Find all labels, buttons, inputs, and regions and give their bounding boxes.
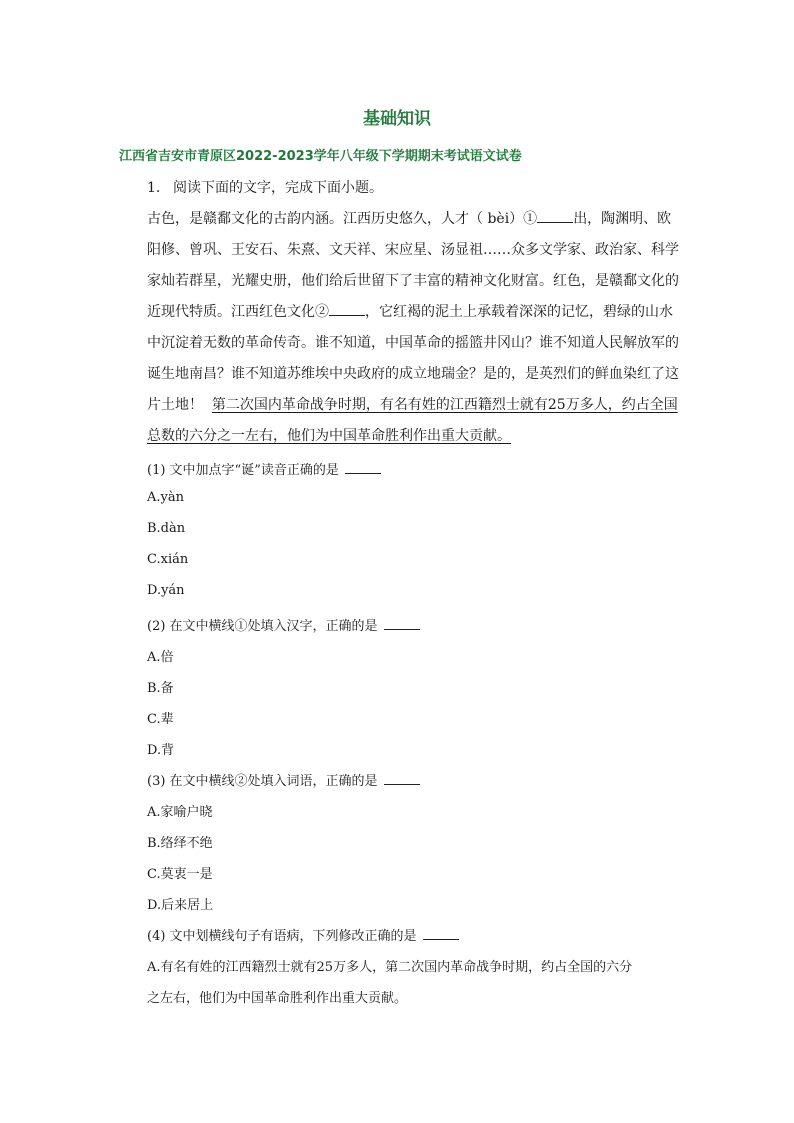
answer-blank xyxy=(345,461,381,474)
blank-2 xyxy=(329,301,365,316)
passage-line-2: 阳修、曾巩、王安石、朱熹、文天祥、宋应星、汤显祖……众多文学家、政治家、科学 xyxy=(147,242,679,258)
answer-blank xyxy=(384,617,420,630)
option-3d[interactable]: D.后来居上 xyxy=(147,898,214,913)
option-3b[interactable]: B.络绎不绝 xyxy=(147,836,213,851)
answer-blank xyxy=(423,927,459,940)
sub-question-1: (1) 文中加点字“诞”读音正确的是 xyxy=(147,459,381,478)
option-3a[interactable]: A.家喻户晓 xyxy=(147,805,213,820)
option-1c[interactable]: C.xián xyxy=(147,552,189,567)
passage-line-8: 总数的六分之一左右，他们为中国革命胜利作出重大贡献。 xyxy=(147,428,511,444)
sub-question-4: (4) 文中划横线句子有语病，下列修改正确的是 xyxy=(147,925,459,944)
page-title: 基础知识 xyxy=(363,109,431,129)
option-2d[interactable]: D.背 xyxy=(147,743,175,758)
option-1d[interactable]: D.yán xyxy=(147,583,185,598)
option-4a-line-1[interactable]: A.有名有姓的江西籍烈士就有25万多人，第二次国内革命战争时期，约占全国的六分 xyxy=(147,960,633,975)
option-2b[interactable]: B.备 xyxy=(147,681,174,696)
sub-question-2: (2) 在文中横线①处填入汉字，正确的是 xyxy=(147,615,420,634)
question-header xyxy=(147,177,383,197)
question-number: 1. xyxy=(147,180,161,196)
option-2a[interactable]: A.倍 xyxy=(147,650,174,665)
passage-line-7: 片土地！ 第二次国内革命战争时期，有名有姓的江西籍烈士就有25万多人，约占全国 xyxy=(147,397,678,413)
passage-line-4: 近现代特质。江西红色文化② ，它红褐的泥土上承载着深深的记忆，碧绿的山水 xyxy=(147,301,673,321)
option-1b[interactable]: B.dàn xyxy=(147,521,186,536)
sub-question-3: (3) 在文中横线②处填入词语，正确的是 xyxy=(147,770,420,789)
blank-1 xyxy=(537,208,573,223)
option-1a[interactable]: A.yàn xyxy=(147,490,184,505)
underlined-sentence: 第二次国内革命战争时期，有名有姓的江西籍烈士就有25万多人，约占全国 xyxy=(211,397,678,413)
passage-line-5: 中沉淀着无数的革命传奇。谁不知道，中国革命的摇篮井冈山？谁不知道人民解放军的 xyxy=(147,335,679,351)
option-4a-line-2[interactable]: 之左右，他们为中国革命胜利作出重大贡献。 xyxy=(147,991,408,1006)
passage-line-1: 古色，是赣鄱文化的古韵内涵。江西历史悠久，人才（ bèi）① 出，陶渊明、欧 xyxy=(147,208,671,228)
option-2c[interactable]: C.辈 xyxy=(147,712,174,727)
passage-line-3: 家灿若群星，光耀史册，他们给后世留下了丰富的精神文化财富。红色，是赣鄱文化的 xyxy=(147,273,679,289)
question-prompt: 阅读下面的文字，完成下面小题。 xyxy=(173,180,383,196)
answer-blank xyxy=(384,772,420,785)
passage-line-6: 诞生地南昌？谁不知道苏维埃中央政府的成立地瑞金？是的，是英烈们的鲜血染红了这 xyxy=(147,366,679,382)
option-3c[interactable]: C.莫衷一是 xyxy=(147,867,213,882)
exam-subtitle: 江西省吉安市青原区2022-2023学年八年级下学期期末考试语文试卷 xyxy=(119,149,522,164)
